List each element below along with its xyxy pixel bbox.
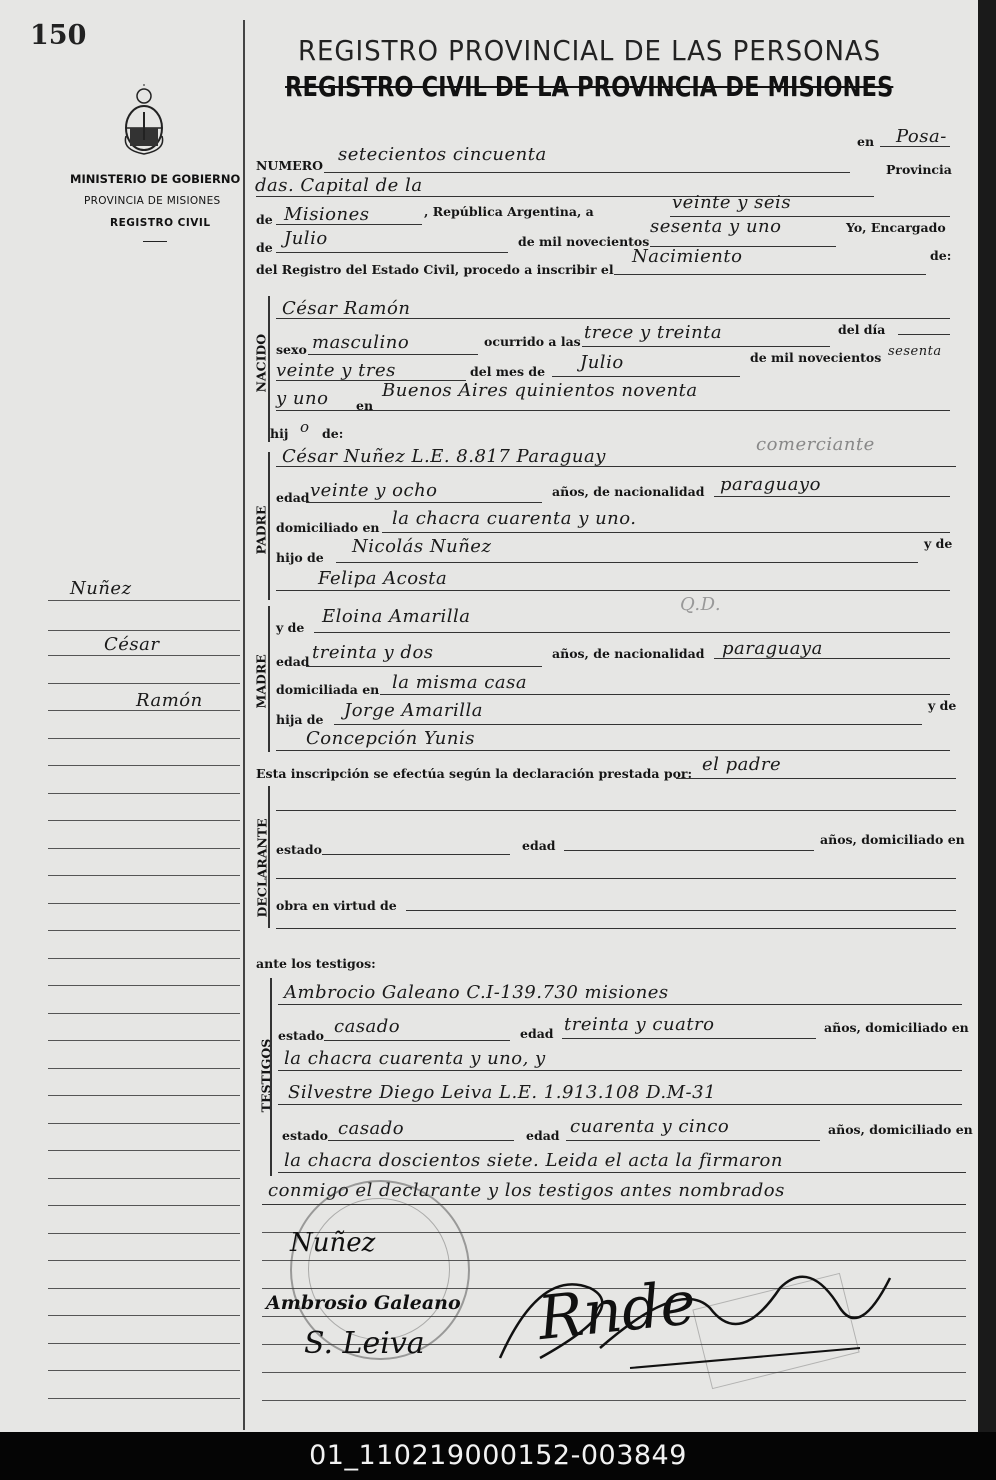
registro-label: del Registro del Estado Civil, procedo a inscribir el xyxy=(256,262,614,277)
padre-mother: Felipa Acosta xyxy=(318,568,448,589)
t1-edad: treinta y cuatro xyxy=(564,1014,715,1035)
declaracion-label: Esta inscripción se efectúa según la declaración prestada por: xyxy=(256,766,693,781)
month-value: Julio xyxy=(284,228,328,249)
lugar-en-label: en xyxy=(356,398,374,413)
margin-rule xyxy=(243,20,245,1430)
t2-edad-label: edad xyxy=(526,1128,560,1143)
padre-hijo-label: hijo de xyxy=(276,550,324,565)
madre-domicilio-label: domiciliada en xyxy=(276,682,380,697)
ministry-line1: MINISTERIO DE GOBIERNO xyxy=(70,172,241,186)
hora-value: trece y treinta xyxy=(584,322,723,343)
padre-nacionalidad: paraguayo xyxy=(720,474,821,495)
madre-domicilio: la misma casa xyxy=(392,672,528,693)
madre-mother: Concepción Yunis xyxy=(306,728,475,749)
margin-first-name: César xyxy=(104,634,160,655)
padre-profession: comerciante xyxy=(756,434,875,455)
sexo-value: masculino xyxy=(312,332,410,353)
padre-name: César Nuñez L.E. 8.817 Paraguay xyxy=(282,446,606,467)
padre-father: Nicolás Nuñez xyxy=(352,536,492,557)
t1-estado-label: estado xyxy=(278,1028,324,1043)
hij-label: hij xyxy=(270,426,289,441)
t2-anios-label: años, domiciliado en xyxy=(828,1122,973,1137)
padre-anios-label: años, de nacionalidad xyxy=(552,484,705,499)
numero-value: setecientos cincuenta xyxy=(338,144,547,165)
t2-estado: casado xyxy=(338,1118,405,1139)
declarante-obra-label: obra en virtud de xyxy=(276,898,397,913)
signature-leiva: S. Leiva xyxy=(304,1326,425,1361)
en-label: en xyxy=(857,134,875,149)
de3-label: de: xyxy=(930,248,952,263)
numero-label: NUMERO xyxy=(256,158,323,173)
declarante-anios-label: años, domiciliado en xyxy=(820,832,965,847)
declarante-estado-label: estado xyxy=(276,842,322,857)
t1-domicilio: la chacra cuarenta y uno, y xyxy=(284,1048,546,1069)
padre-domicilio-label: domiciliado en xyxy=(276,520,380,535)
ocurrido-label: ocurrido a las xyxy=(484,334,581,349)
madre-edad-value: treinta y dos xyxy=(312,642,434,663)
encargado-label: Yo, Encargado xyxy=(846,220,946,235)
day-value: veinte y seis xyxy=(672,192,792,213)
dia-label: del día xyxy=(838,322,886,337)
de2-label: de xyxy=(256,240,273,255)
year-value: sesenta y uno xyxy=(650,216,782,237)
coat-of-arms-icon xyxy=(122,84,166,156)
provincia-label: Provincia xyxy=(886,162,952,177)
t2-name: Silvestre Diego Leiva L.E. 1.913.108 D.M-31 xyxy=(288,1082,717,1103)
city-part1: Posa- xyxy=(896,126,947,147)
madre-occupation: Q.D. xyxy=(680,594,722,615)
madre-yde2-label: y de xyxy=(928,698,957,713)
padre-domicilio: la chacra cuarenta y uno. xyxy=(392,508,637,529)
t1-estado: casado xyxy=(334,1016,401,1037)
madre-name: Eloina Amarilla xyxy=(322,606,471,627)
de-label: de xyxy=(256,212,273,227)
act-value: Nacimiento xyxy=(632,246,743,267)
t2-domicilio: la chacra doscientos siete. Leida el acta la firmaron xyxy=(284,1150,783,1171)
padre-edad-value: veinte y ocho xyxy=(310,480,438,501)
madre-father: Jorge Amarilla xyxy=(344,700,483,721)
t2-edad: cuarenta y cinco xyxy=(570,1116,730,1137)
nacido-name: César Ramón xyxy=(282,298,411,319)
anio-label: de mil novecientos xyxy=(750,350,882,365)
footer-id: 01_110219000152-003849 xyxy=(0,1432,996,1480)
closing-text: conmigo el declarante y los testigos antes nombrados xyxy=(268,1180,785,1201)
anio-value2: y uno xyxy=(276,388,329,409)
hij-value: o xyxy=(300,418,310,436)
madre-hija-label: hija de xyxy=(276,712,324,727)
madre-nacionalidad: paraguaya xyxy=(722,638,823,659)
margin-middle-name: Ramón xyxy=(136,690,203,711)
testigos-intro: ante los testigos: xyxy=(256,956,376,971)
declaracion-value: el padre xyxy=(702,754,782,775)
madre-edad-label: edad xyxy=(276,654,310,669)
declarante-label: DECLARANTE xyxy=(254,818,270,918)
nacido-label: NACIDO xyxy=(253,333,269,393)
lugar-value: Buenos Aires quinientos noventa xyxy=(382,380,698,401)
city-part2: das. Capital de la xyxy=(255,175,423,196)
right-edge xyxy=(978,0,996,1432)
t1-name: Ambrocio Galeano C.I-139.730 misiones xyxy=(284,982,669,1003)
margin-surname: Nuñez xyxy=(70,578,132,599)
header-title-1: REGISTRO PROVINCIAL DE LAS PERSONAS xyxy=(298,34,882,67)
header-title-2: REGISTRO CIVIL DE LA PROVINCIA DE MISIONES xyxy=(285,70,894,103)
anio-value: sesenta xyxy=(888,344,942,359)
province-value: Misiones xyxy=(284,204,370,225)
ministry-line2: PROVINCIA DE MISIONES xyxy=(84,195,221,207)
madre-yde-label: y de xyxy=(276,620,305,635)
madre-label: MADRE xyxy=(253,654,269,709)
padre-edad-label: edad xyxy=(276,490,310,505)
hij-de-label: de: xyxy=(322,426,344,441)
dia-value: veinte y tres xyxy=(276,360,396,381)
testigos-label: TESTIGOS xyxy=(258,1038,274,1113)
padre-label: PADRE xyxy=(253,505,269,555)
padre-yde-label: y de xyxy=(924,536,953,551)
ministry-dash xyxy=(143,241,167,242)
ministry-line3: REGISTRO CIVIL xyxy=(110,217,211,229)
page-number: 150 xyxy=(30,20,87,51)
sexo-label: sexo xyxy=(276,342,307,357)
signature-galeano: Ambrosio Galeano xyxy=(266,1292,461,1314)
mes-label: del mes de xyxy=(470,364,546,379)
declarante-edad-label: edad xyxy=(522,838,556,853)
signature-nunez: Nuñez xyxy=(290,1228,376,1258)
t1-anios-label: años, domiciliado en xyxy=(824,1020,969,1035)
madre-anios-label: años, de nacionalidad xyxy=(552,646,705,661)
mes-value: Julio xyxy=(580,352,624,373)
t1-edad-label: edad xyxy=(520,1026,554,1041)
year-label: de mil novecientos xyxy=(518,234,650,249)
t2-estado-label: estado xyxy=(282,1128,328,1143)
signature-flourish xyxy=(480,1248,900,1388)
signature-officer: Rnde xyxy=(534,1267,699,1355)
republica-label: , República Argentina, a xyxy=(424,204,594,219)
